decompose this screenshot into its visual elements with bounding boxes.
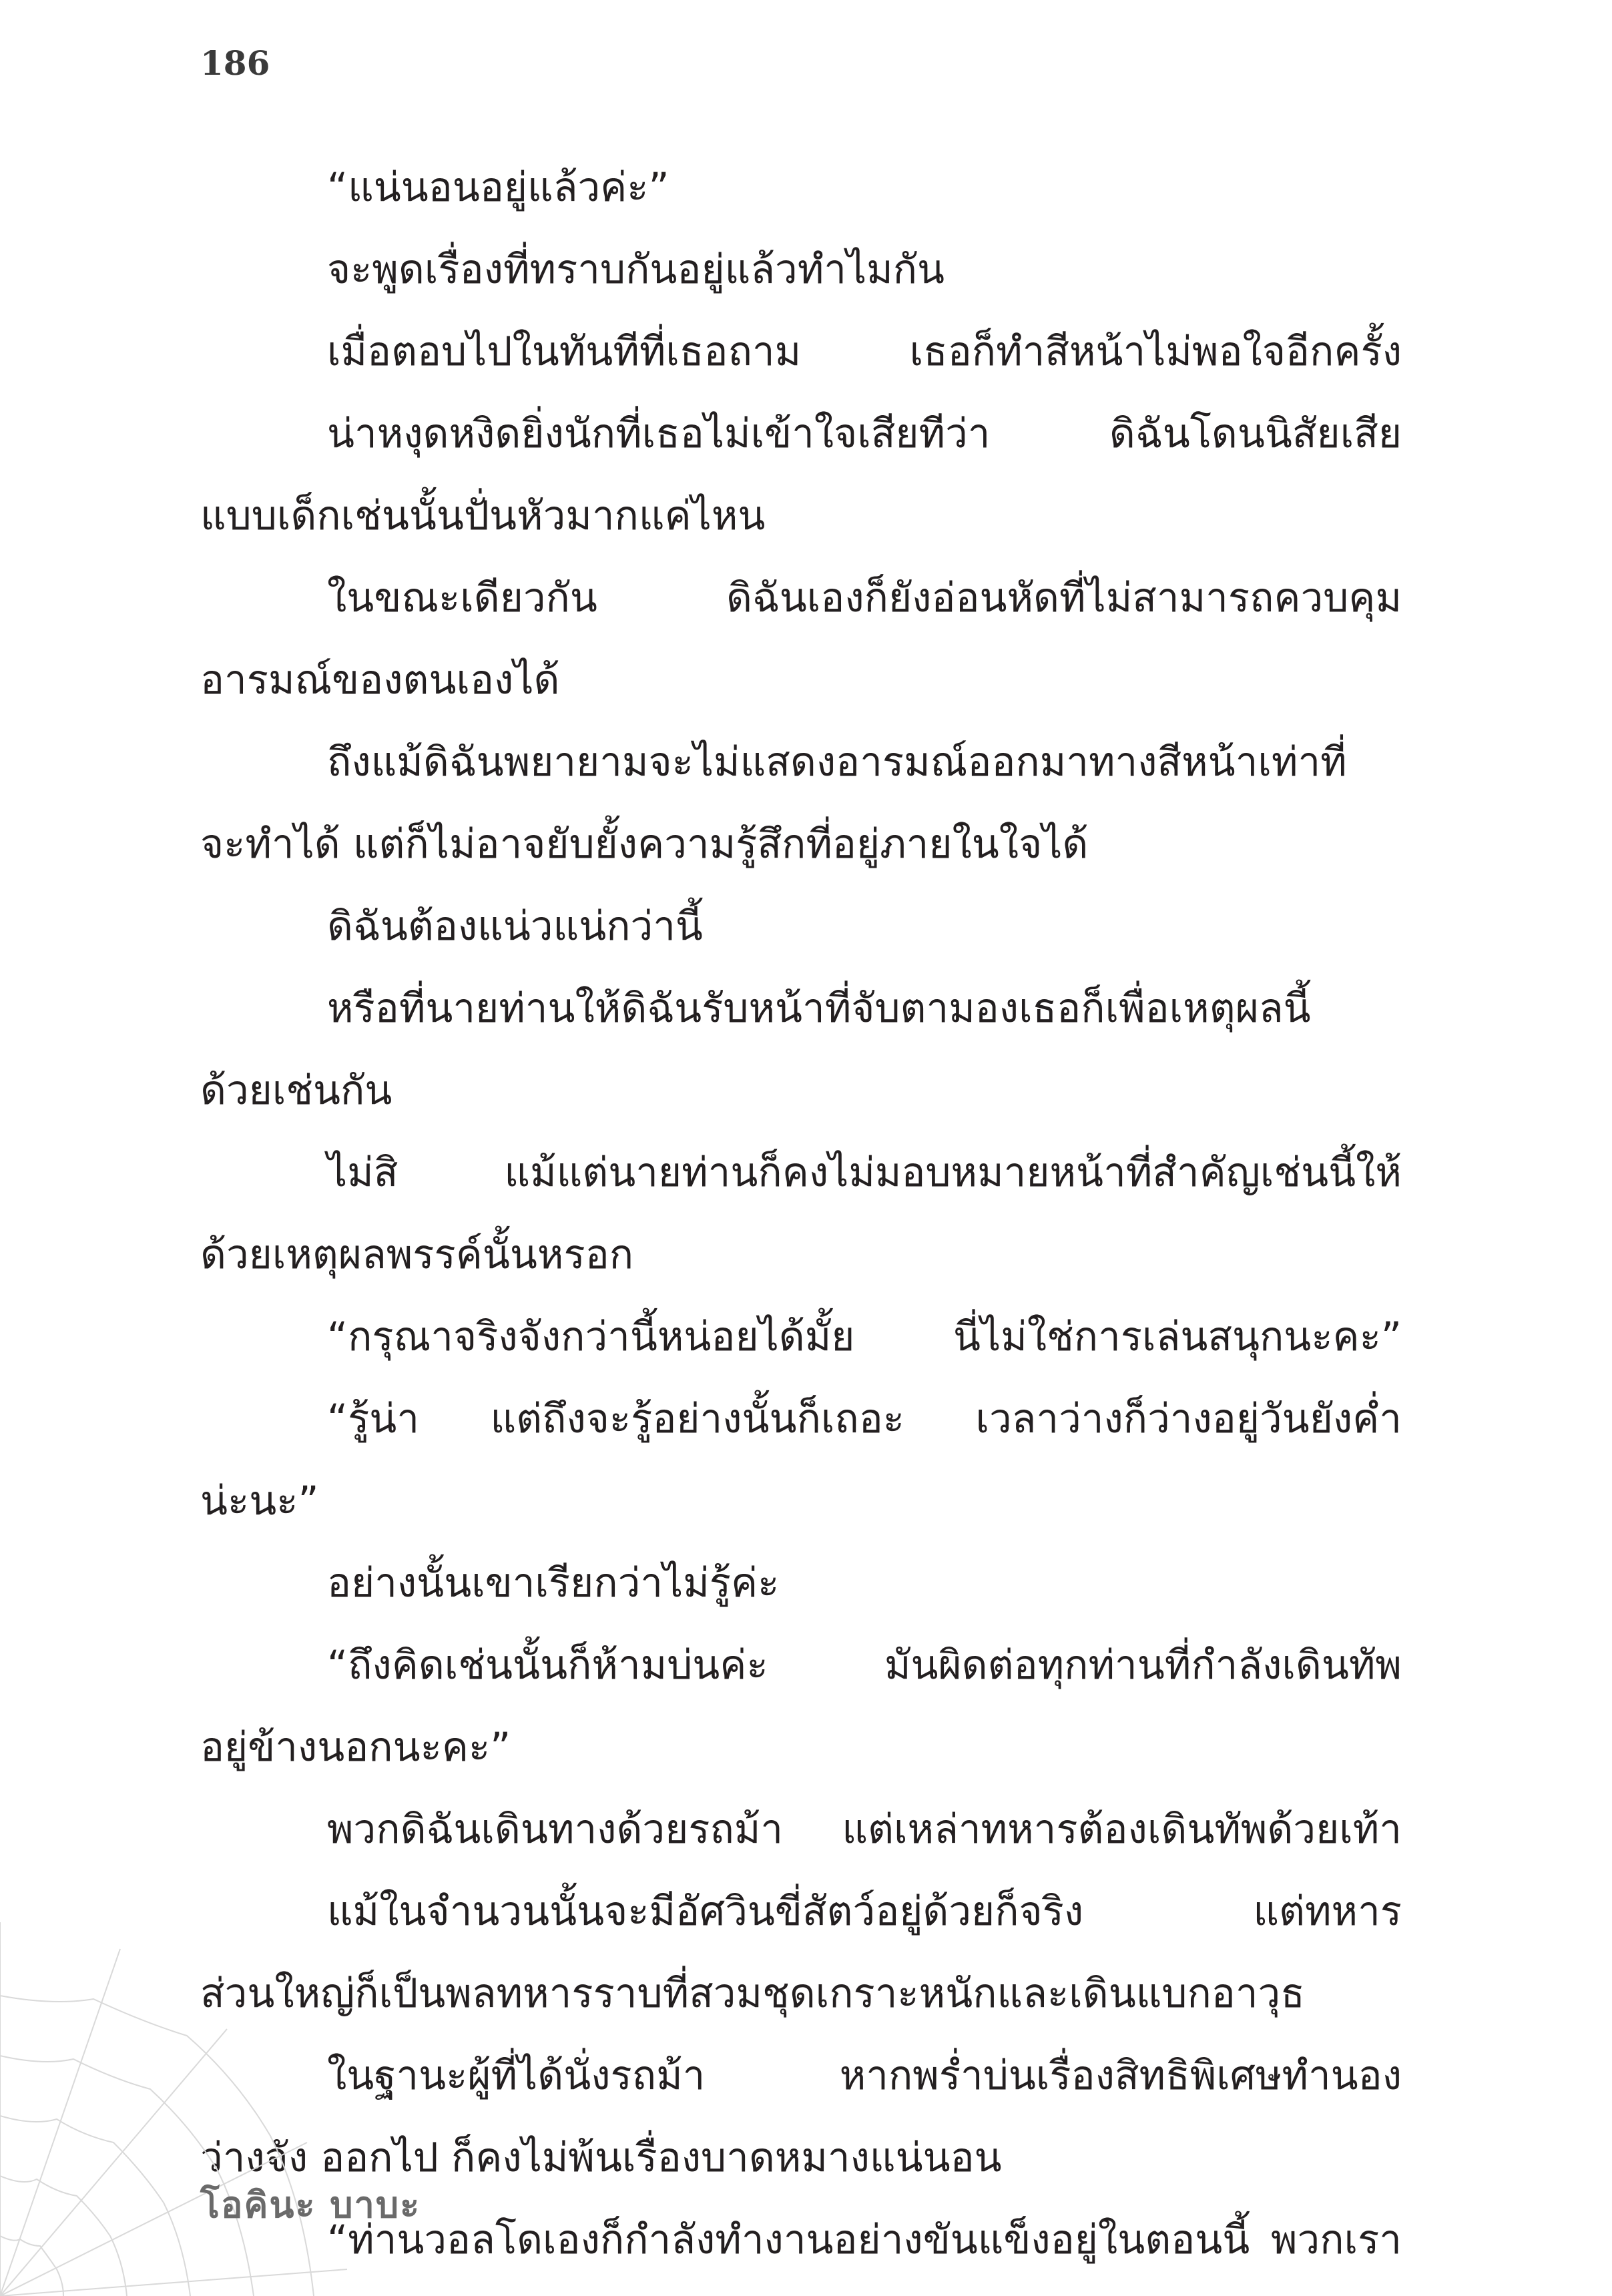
page-number: 186 <box>200 43 270 83</box>
text-segment: ดิฉันเองก็ยังอ่อนหัดที่ไม่สามารถควบคุม <box>726 575 1402 621</box>
text-line <box>200 1132 1402 1214</box>
text-line: อยู่ข้างนอกนะคะ” <box>200 1724 511 1771</box>
text-segment: ดิฉันโดนนิสัยเสีย <box>1109 410 1402 457</box>
book-title-footer: โอคินะ บาบะ <box>200 2184 421 2226</box>
text-segment: ในฐานะผู้ที่ได้นั่งรถม้า <box>327 2052 706 2099</box>
text-segment: น่าหงุดหงิดยิ่งนักที่เธอไม่เข้าใจเสียทีว่า <box>327 410 991 457</box>
text-segment: เมื่อตอบไปในทันทีที่เธอถาม <box>327 328 802 375</box>
text-line <box>200 393 1402 475</box>
text-segment: แต่ทหาร <box>1253 1888 1402 1935</box>
text-line: จะทำได้ แต่ก็ไม่อาจยับยั้งความรู้สึกที่อยู่ภายในใจได้ <box>200 821 1089 868</box>
text-line: ดิฉันต้องแน่วแน่กว่านี้ <box>327 903 703 950</box>
text-segment: ในขณะเดียวกัน <box>327 575 597 621</box>
text-line <box>200 1625 1402 1707</box>
text-line: ถึงแม้ดิฉันพยายามจะไม่แสดงอารมณ์ออกมาทางสีหน้าเท่าที่ <box>327 739 1347 786</box>
text-line <box>200 1789 1402 1871</box>
text-segment: แม้แต่นายท่านก็คงไม่มอบหมายหน้าที่สำคัญเช่นนี้ให้ <box>504 1149 1402 1196</box>
text-line: น่ะนะ” <box>200 1478 319 1524</box>
text-line: ส่วนใหญ่ก็เป็นพลทหารราบที่สวมชุดเกราะหนักและเดินแบกอาวุธ <box>200 1970 1305 2017</box>
text-segment: มันผิดต่อทุกท่านที่กำลังเดินทัพ <box>884 1642 1402 1689</box>
text-line <box>200 311 1402 393</box>
text-line <box>200 1296 1402 1378</box>
text-line: ด้วยเช่นกัน <box>200 1067 392 1114</box>
text-segment: นี่ไม่ใช่การเล่นสนุกนะคะ” <box>953 1314 1402 1360</box>
text-line: จะพูดเรื่องที่ทราบกันอยู่แล้วทำไมกัน <box>327 246 945 293</box>
text-segment: เวลาว่างก็ว่างอยู่วันยังค่ำ <box>975 1396 1402 1442</box>
text-segment: “กรุณาจริงจังกว่านี้หน่อยได้มั้ย <box>327 1314 855 1360</box>
text-segment: “รู้น่า <box>327 1396 420 1442</box>
text-segment: พวกดิฉันเดินทางด้วยรถม้า <box>327 1806 784 1853</box>
text-segment: แต่ถึงจะรู้อย่างนั้นก็เถอะ <box>490 1396 904 1442</box>
body-text <box>200 147 1402 2281</box>
text-segment: แต่เหล่าทหารต้องเดินทัพด้วยเท้า <box>842 1806 1402 1853</box>
text-line <box>200 1378 1402 1460</box>
text-line <box>200 557 1402 639</box>
text-line: “แน่นอนอยู่แล้วค่ะ” <box>327 164 669 211</box>
text-segment: “ท่านวอลโดเองก็กำลังทำงานอย่างขันแข็งอยู่ในตอนนี้ <box>327 2217 1250 2263</box>
text-line: แบบเด็กเช่นนั้นปั่นหัวมากแค่ไหน <box>200 493 766 539</box>
text-segment: หากพร่ำบ่นเรื่องสิทธิพิเศษทำนอง <box>839 2052 1402 2099</box>
text-segment: เธอก็ทำสีหน้าไม่พอใจอีกครั้ง <box>909 328 1402 375</box>
text-line: หรือที่นายท่านให้ดิฉันรับหน้าที่จับตามองเธอก็เพื่อเหตุผลนี้ <box>327 985 1311 1032</box>
text-line: ว่างจัง ออกไป ก็คงไม่พ้นเรื่องบาดหมางแน่นอน <box>200 2134 1002 2181</box>
text-line <box>200 1871 1402 1953</box>
text-segment: “ถึงคิดเช่นนั้นก็ห้ามบ่นค่ะ <box>327 1642 768 1689</box>
text-segment: พวกเรา <box>1271 2217 1402 2263</box>
text-line: อย่างนั้นเขาเรียกว่าไม่รู้ค่ะ <box>327 1560 780 1607</box>
text-segment: แม้ในจำนวนนั้นจะมีอัศวินขี่สัตว์อยู่ด้วยก็จริง <box>327 1888 1084 1935</box>
text-line <box>200 2035 1402 2117</box>
text-line: อารมณ์ของตนเองได้ <box>200 657 560 703</box>
spider-web-decoration <box>0 1922 347 2296</box>
text-line: ด้วยเหตุผลพรรค์นั้นหรอก <box>200 1231 634 1278</box>
text-segment: ไม่สิ <box>327 1149 398 1196</box>
